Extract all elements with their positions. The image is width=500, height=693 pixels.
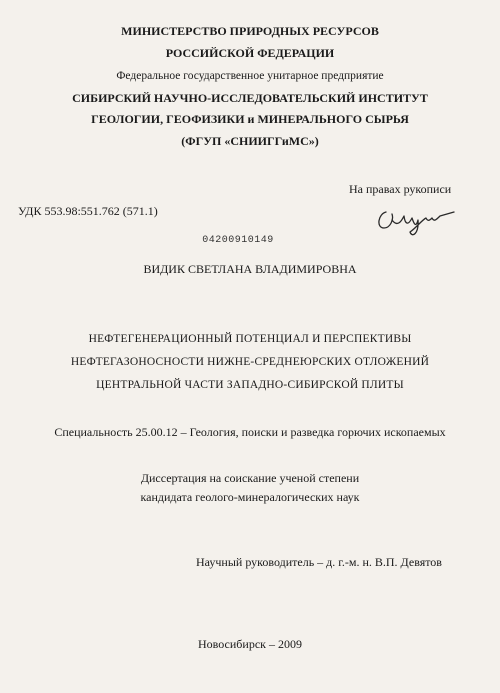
degree-line-2: кандидата геолого-минералогических наук bbox=[140, 490, 360, 504]
federation-line: РОССИЙСКОЙ ФЕДЕРАЦИИ bbox=[165, 46, 335, 60]
specialty-line: Специальность 25.00.12 – Геология, поиски и разведка горючих ископаемых bbox=[54, 425, 446, 439]
supervisor-line: Научный руководитель – д. г.-м. н. В.П. Девятов bbox=[196, 555, 442, 569]
institute-line-1: СИБИРСКИЙ НАУЧНО-ИССЛЕДОВАТЕЛЬСКИЙ ИНСТИТУТ bbox=[72, 91, 428, 105]
degree-line-1: Диссертация на соискание ученой степени bbox=[140, 471, 360, 485]
city-year: Новосибирск – 2009 bbox=[198, 637, 302, 651]
udk-code: УДК 553.98:551.762 (571.1) bbox=[18, 204, 158, 218]
title-line-2: НЕФТЕГАЗОНОСНОСТИ НИЖНЕ-СРЕДНЕЮРСКИХ ОТЛОЖЕНИЙ bbox=[70, 356, 430, 368]
registration-number: 04200910149 bbox=[202, 235, 274, 246]
title-line-1: НЕФТЕГЕНЕРАЦИОННЫЙ ПОТЕНЦИАЛ И ПЕРСПЕКТИВЫ bbox=[88, 333, 412, 345]
institute-abbreviation: (ФГУП «СНИИГГиМС») bbox=[181, 134, 319, 148]
institute-line-2: ГЕОЛОГИИ, ГЕОФИЗИКИ и МИНЕРАЛЬНОГО СЫРЬЯ bbox=[91, 112, 409, 126]
manuscript-note: На правах рукописи bbox=[349, 182, 452, 196]
ministry-line: МИНИСТЕРСТВО ПРИРОДНЫХ РЕСУРСОВ bbox=[121, 24, 379, 38]
author-name: ВИДИК СВЕТЛАНА ВЛАДИМИРОВНА bbox=[143, 262, 357, 276]
title-line-3: ЦЕНТРАЛЬНОЙ ЧАСТИ ЗАПАДНО-СИБИРСКОЙ ПЛИТЫ bbox=[96, 379, 404, 391]
enterprise-line: Федеральное государственное унитарное предприятие bbox=[116, 70, 384, 82]
